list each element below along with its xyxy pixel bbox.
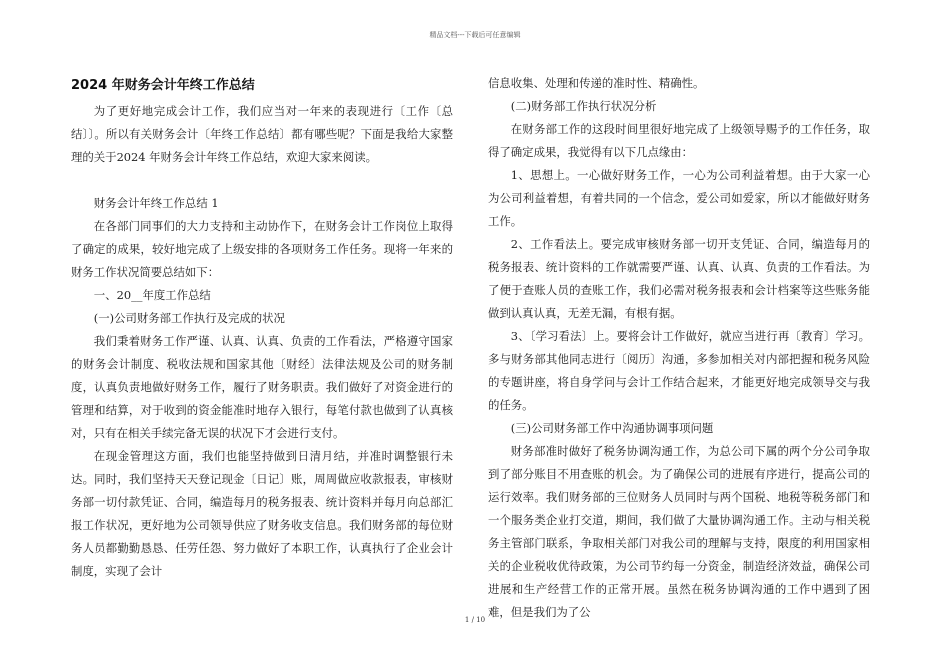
analysis-paragraph: 在财务部工作的这段时间里很好地完成了上级领导赐予的工作任务，取得了确定成果，我觉得有以下几点缘由： [488,122,870,159]
body-paragraph-1: 在各部门同事们的大力支持和主动协作下，在财务会计工作岗位上取得了确定的成果，较好地完成了上级安排的各项财务工作任务。现将一年来的财务工作状况简要总结如下： [71,219,453,279]
body-paragraph-2: 我们秉着财务工作严谨、认真、认真、负责的工作看法，严格遵守国家的财务会计制度、税收法规和国家其他〔财经〕法律法规及公司的财务制度，认真负责地做好财务工作，履行了财务职责。我们做好了对资金进行的管理和结算，对于收到的资金能准时地存入银行，每笔付款也做到了认真核对，只有在相关手续完备无误的状况下才会进行支付。 [71,334,453,440]
continued-text: 信息收集、处理和传递的准时性、精确性。 [488,76,705,90]
coordination-paragraph: 财务部准时做好了税务协调沟通工作，为总公司下属的两个分公司争取到了部分账目不用查账的机会。为了确保公司的进展有序进行，提高公司的运行效率。我们财务部的三位财务人员同时与两个国税、地税等税务部门和一个服务类企业打交道，期间，我们做了大量协调沟通工作。主动与相关税务主管部门联系，争取相关部门对我公司的理解与支持，限度的利用国家相关的企业税收优待政策，为公司节约每一分资金，制造经济效益，确保公司进展和生产经营工作的正常开展。虽然在税务协调沟通的工作中遇到了困难，但是我们为了公 [488,444,870,619]
list-item-attitude: 2、工作看法上。要完成审核财务部一切开支凭证、合同，编造每月的税务报表、统计资料的工作就需要严谨、认真、认真、负责的工作看法。为了便于查账人员的查账工作，我们必需对税务报表和会计档案等这些账务能做到认真认真，无差无漏，有根有据。 [488,237,870,320]
list-item-learning: 3、〔学习看法〕上。要将会计工作做好，就应当进行再〔教育〕学习。多与财务部其他同志进行〔阅历〕沟通，多参加相关对内部把握和税务风险的专题讲座，将自身学问与会计工作结合起来，才能更好地完成领导交与我的任务。 [488,329,870,412]
left-column [71,72,453,583]
heading-coordination: (三)公司财务部工作中沟通协调事项问题 [510,421,714,435]
blank-line [71,169,453,192]
body-paragraph-3: 在现金管理这方面，我们也能坚持做到日清月结，并准时调整银行未达。同时，我们坚持天天登记现金〔日记〕账，周周做应收款报表，审核财务部一切付款凭证、合同，编造每月的税务报表、统计资料并每月向总部汇报工作状况，更好地为公司领导供应了财务收支信息。我们财务部的每位财务人员都勤勤恳恳、任劳任怨、努力做好了本职工作，认真执行了企业会计制度，实现了会计 [71,449,453,578]
document-title: 2024 年财务会计年终工作总结 [71,78,255,93]
heading-year-summary: 一、20__年度工作总结 [93,288,211,302]
list-item-thinking: 1、思想上。一心做好财务工作，一心为公司利益着想。由于大家一心为公司利益着想，有着共同的一个信念，爱公司如爱家，所以才能做好财务工作。 [488,168,870,228]
heading-execution-status: (一)公司财务部工作执行及完成的状况 [93,311,285,325]
right-column [488,72,870,624]
heading-analysis: (二)财务部工作执行状况分析 [510,99,657,113]
section-title: 财务会计年终工作总结 1 [93,196,219,210]
page-header-note: 精品文档---下载后可任意编辑 [429,31,521,39]
page-number: 1 / 10 [464,616,486,624]
intro-paragraph: 为了更好地完成会计工作，我们应当对一年来的表现进行〔工作〔总结〕〕。所以有关财务会计〔年终工作总结〕都有哪些呢？下面是我给大家整理的关于2024 年财务会计年终工作总结，欢迎大家来阅读。 [71,104,453,164]
